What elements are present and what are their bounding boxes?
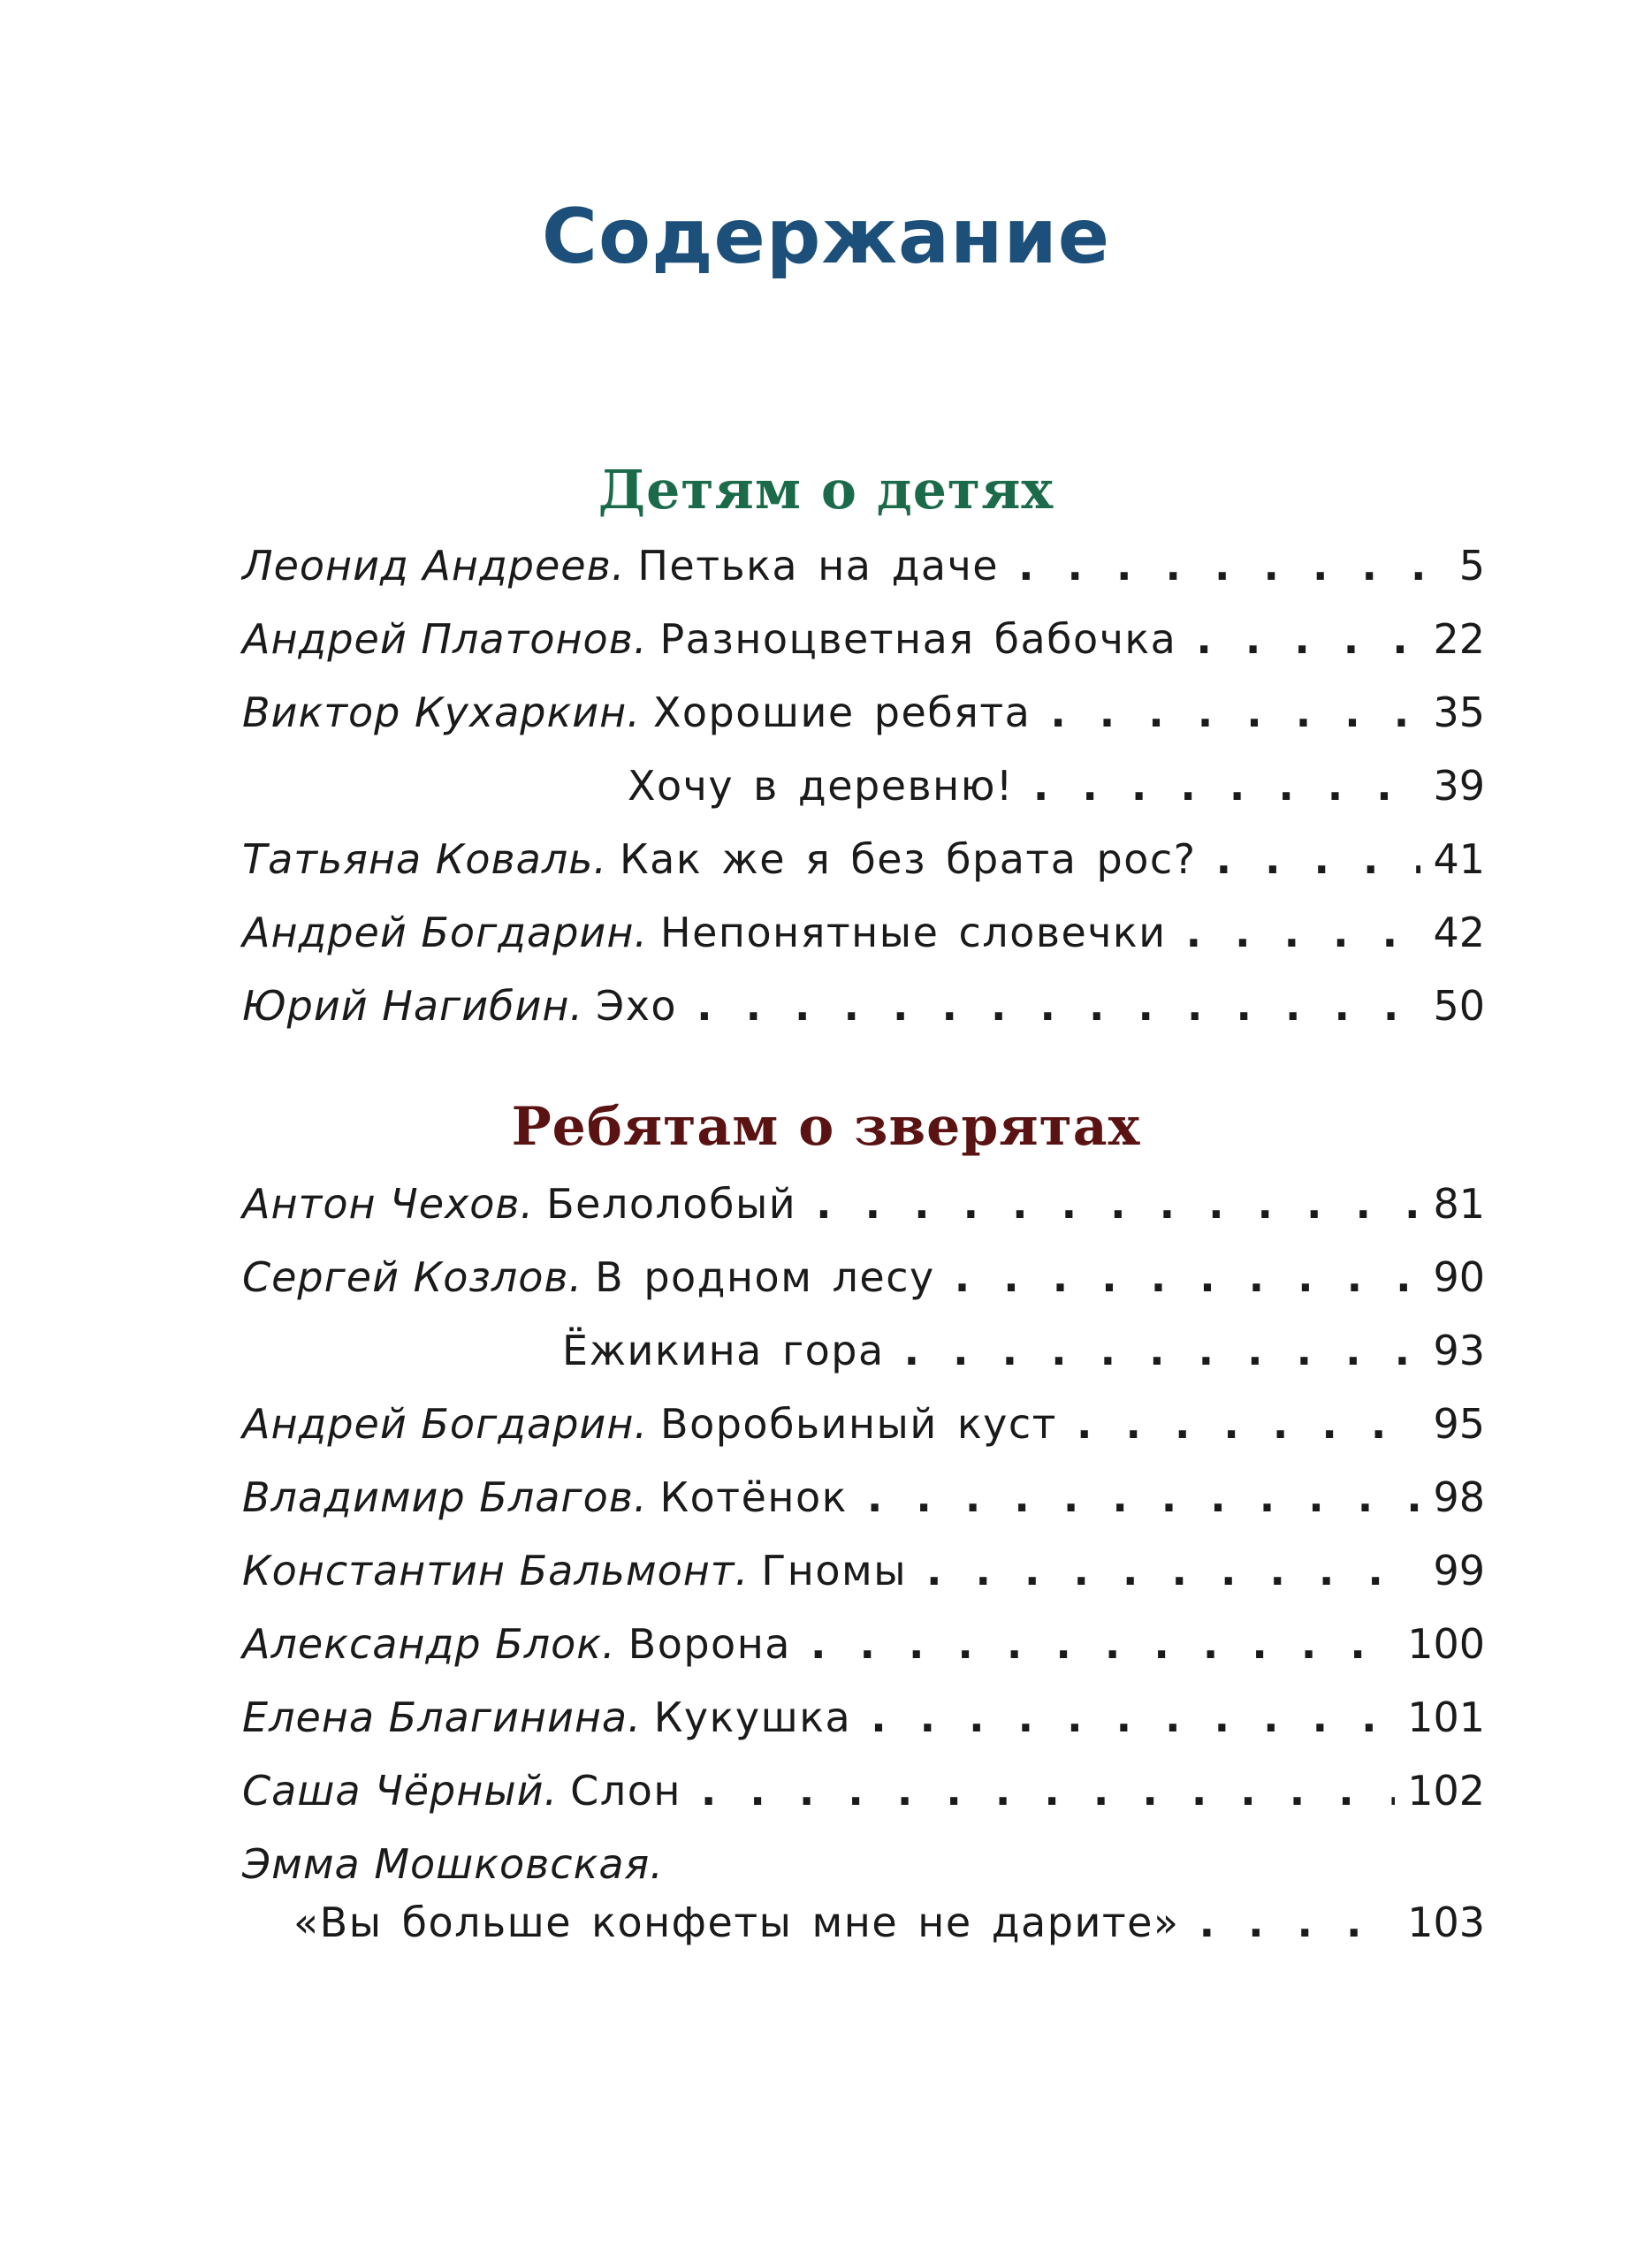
toc-entry[interactable] — [242, 1320, 1485, 1381]
section-heading-animals: Ребятам о зверятах — [511, 1096, 1141, 1158]
toc-entry[interactable] — [242, 1173, 1485, 1235]
entry-author: Татьяна Коваль. — [242, 835, 607, 883]
entry-page: 39 — [1433, 762, 1485, 810]
entry-title: Белолобый — [546, 1180, 797, 1228]
entry-author: Антон Чехов. — [242, 1180, 535, 1228]
dot-leader — [1018, 535, 1423, 597]
entry-page: 35 — [1433, 689, 1485, 736]
entry-title: В родном лесу — [595, 1253, 935, 1301]
dot-leader — [926, 1540, 1420, 1602]
entry-page: 22 — [1433, 615, 1485, 663]
entry-author: Юрий Нагибин. — [242, 982, 584, 1030]
entry-page: 95 — [1433, 1400, 1485, 1448]
entry-author: Виктор Кухаркин. — [242, 689, 641, 736]
entry-page: 103 — [1407, 1899, 1485, 1946]
entry-title: Непонятные словечки — [660, 909, 1167, 956]
entry-author: Андрей Платонов. — [242, 615, 648, 663]
entry-author: Саша Чёрный. — [242, 1767, 559, 1815]
toc-entry[interactable] — [242, 1686, 1485, 1748]
entry-title: Слон — [570, 1767, 681, 1815]
toc-entry[interactable] — [242, 1393, 1485, 1455]
toc-entry[interactable] — [242, 975, 1485, 1037]
dot-leader — [1199, 1891, 1396, 1953]
page-title: Содержание — [541, 193, 1111, 281]
entry-author: Владимир Благов. — [242, 1473, 648, 1521]
toc-entry[interactable] — [242, 828, 1485, 890]
toc-entry[interactable] — [242, 535, 1485, 597]
toc-entry[interactable] — [242, 1760, 1485, 1822]
entry-page: 98 — [1433, 1473, 1485, 1521]
entry-page: 41 — [1433, 835, 1485, 883]
entry-page: 50 — [1433, 982, 1485, 1030]
dot-leader — [1186, 902, 1421, 963]
entry-title: Эхо — [596, 982, 678, 1030]
entry-author: Андрей Богдарин. — [242, 1400, 649, 1448]
dot-leader — [816, 1173, 1420, 1235]
entry-page: 42 — [1433, 909, 1485, 956]
entry-page: 102 — [1407, 1767, 1485, 1815]
dot-leader — [1077, 1393, 1420, 1455]
dot-leader — [867, 1466, 1421, 1528]
entry-title: Ёжикина гора — [562, 1327, 885, 1374]
entry-title: Кукушка — [653, 1693, 852, 1741]
entry-author: Леонид Андреев. — [242, 542, 626, 590]
dot-leader — [701, 1760, 1395, 1822]
section-heading-children: Детям о детях — [598, 460, 1054, 521]
entry-page: 81 — [1433, 1180, 1485, 1228]
dot-leader — [811, 1613, 1395, 1675]
entry-title: Как же я без брата рос? — [620, 835, 1197, 883]
entry-author: Андрей Богдарин. — [242, 909, 649, 956]
entry-page: 101 — [1407, 1693, 1485, 1741]
entry-title: «Вы больше конфеты мне не дарите» — [293, 1899, 1180, 1946]
entry-page: 5 — [1458, 542, 1485, 590]
entry-title: Воробьиный куст — [660, 1400, 1057, 1448]
dot-leader — [955, 1246, 1421, 1308]
entry-title: Котёнок — [659, 1473, 848, 1521]
entry-title: Разноцветная бабочка — [659, 615, 1177, 663]
entry-page: 99 — [1433, 1547, 1485, 1594]
toc-entry[interactable] — [242, 608, 1485, 670]
toc-entry[interactable] — [242, 1540, 1485, 1602]
entry-title: Ворона — [628, 1620, 791, 1668]
entry-author: Эмма Мошковская. — [242, 1840, 664, 1888]
dot-leader — [1196, 608, 1420, 670]
entry-author: Константин Бальмонт. — [242, 1547, 750, 1594]
dot-leader — [1033, 755, 1421, 817]
dot-leader — [904, 1320, 1421, 1381]
toc-entry[interactable] — [242, 755, 1485, 817]
toc-entry[interactable] — [242, 1891, 1485, 1953]
toc-entry[interactable] — [242, 1466, 1485, 1528]
dot-leader — [1050, 681, 1420, 743]
dot-leader — [871, 1686, 1395, 1748]
dot-leader — [1216, 828, 1421, 890]
toc-entry[interactable] — [242, 1246, 1485, 1308]
toc-entry[interactable] — [242, 902, 1485, 963]
entry-title: Хочу в деревню! — [628, 762, 1014, 810]
entry-author: Елена Благинина. — [242, 1693, 642, 1741]
entry-page: 100 — [1407, 1620, 1485, 1668]
entry-author: Александр Блок. — [242, 1620, 616, 1668]
toc-entry[interactable] — [242, 681, 1485, 743]
toc-entry[interactable] — [242, 1613, 1485, 1675]
entry-title: Гномы — [761, 1547, 908, 1594]
entry-page: 90 — [1433, 1253, 1485, 1301]
entry-author: Сергей Козлов. — [242, 1253, 583, 1301]
entry-page: 93 — [1433, 1327, 1485, 1374]
dot-leader — [697, 975, 1420, 1037]
entry-title: Петька на даче — [637, 542, 1000, 590]
entry-title: Хорошие ребята — [652, 689, 1032, 736]
